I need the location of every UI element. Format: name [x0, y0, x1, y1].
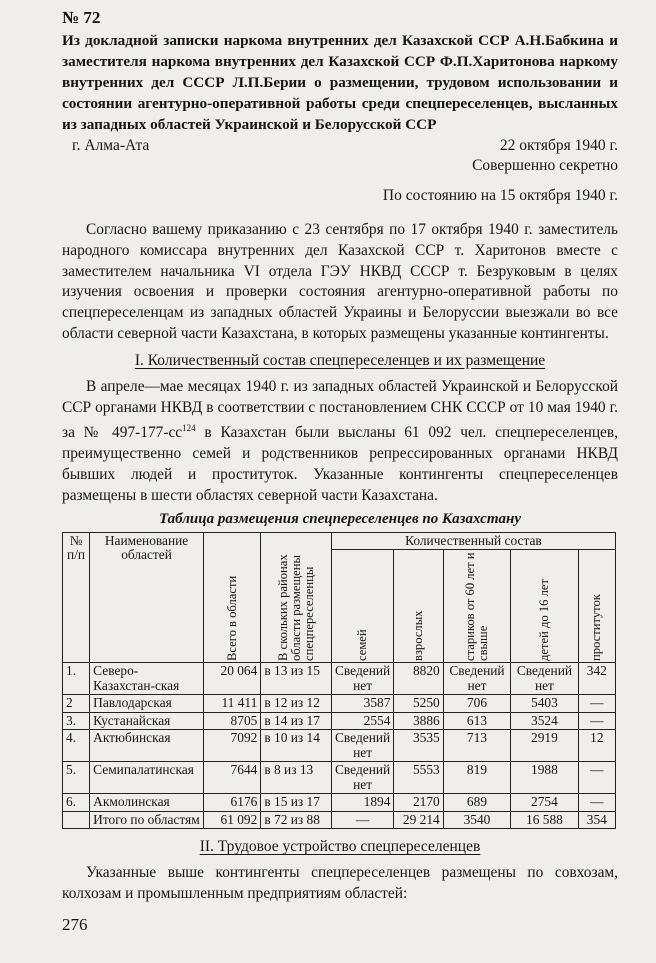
col-prostitutes	[578, 550, 615, 663]
cell-families: 1894	[331, 794, 394, 812]
cell-prostitutes: —	[578, 712, 615, 730]
cell-children: Сведений нет	[511, 663, 578, 695]
cell-num: 4.	[63, 730, 90, 762]
col-children	[511, 550, 578, 663]
paragraph-2-b: в Казахстан были высланы 61 092 чел. спецпереселенцев, преимущественно семей и родственников репрессированных органами НКВД бывших людей и проституток. Указанные контингенты спецпереселенцев размещены в шести областях северной части Казахстана.	[62, 424, 619, 504]
paragraph-1: Согласно вашему приказанию с 23 сентября по 17 октября 1940 г. заместитель народного комиссара внутренних дел Казахской ССР т. Харитонов вместе с заместителем начальника VI отдела ГЭУ НКВД СССР т. Безруковым в целях изучения освоения и проверки состояния агентурно-оперативной работы по спецпереселенцам из западных областей Украины и Белоруссии выезжали во все области северной части Казахстана, в которых размещены указанные контингенты.	[62, 221, 618, 342]
col-total	[203, 532, 260, 663]
cell-districts: в 10 из 14	[261, 730, 331, 762]
table-caption: Таблица размещения спецпереселенцев по Казахстану	[159, 510, 521, 527]
cell-elders: 706	[443, 695, 510, 713]
col-districts-label: В скольких районах области размещены спецпереселенцы	[275, 554, 316, 662]
secrecy-stamp: Совершенно секретно	[472, 157, 618, 174]
cell-elders: 819	[443, 762, 510, 794]
place-date-line	[62, 136, 618, 156]
table-row	[63, 712, 616, 730]
cell-num: 5.	[63, 762, 90, 794]
cell-families: 3587	[331, 695, 394, 713]
cell-name: Итого по областям	[90, 811, 204, 829]
cell-adults: 8820	[394, 663, 443, 695]
cell-prostitutes: —	[578, 794, 615, 812]
col-districts	[261, 532, 331, 663]
col-prostitutes-label: проституток	[589, 594, 604, 662]
section-2-title	[62, 837, 618, 857]
col-num: № п/п	[63, 532, 90, 663]
section-1-text: I. Количественный состав спецпереселенцев и их размещение	[134, 351, 546, 369]
cell-total: 7092	[203, 730, 260, 762]
cell-children: 3524	[511, 712, 578, 730]
document-number: № 72	[62, 8, 101, 27]
col-elders-label: стариков от 60 лет и свыше	[462, 552, 490, 662]
cell-name: Кустанайская	[90, 712, 204, 730]
col-families	[331, 550, 394, 663]
col-families-label: семей	[355, 629, 370, 662]
cell-elders: 689	[443, 794, 510, 812]
col-adults-label: взрослых	[411, 610, 426, 662]
cell-children: 1988	[511, 762, 578, 794]
cell-num	[63, 811, 90, 829]
cell-families: Сведений нет	[331, 663, 394, 695]
cell-children: 5403	[511, 695, 578, 713]
cell-adults: 3535	[394, 730, 443, 762]
section-2-text: II. Трудовое устройство спецпереселенцев	[199, 838, 481, 856]
table-row	[63, 695, 616, 713]
cell-name: Павлодарская	[90, 695, 204, 713]
cell-total: 7644	[203, 762, 260, 794]
cell-prostitutes: —	[578, 762, 615, 794]
section-1-title	[62, 351, 618, 371]
cell-districts: в 72 из 88	[261, 811, 331, 829]
table-row	[63, 730, 616, 762]
page-number: 276	[62, 915, 88, 934]
cell-families: —	[331, 811, 394, 829]
cell-elders: 3540	[443, 811, 510, 829]
paragraph-2	[62, 377, 618, 507]
cell-adults: 29 214	[394, 811, 443, 829]
cell-adults: 5553	[394, 762, 443, 794]
date: 22 октября 1940 г.	[499, 137, 618, 154]
cell-children: 2919	[511, 730, 578, 762]
table-row	[63, 794, 616, 812]
cell-districts: в 13 из 15	[261, 663, 331, 695]
cell-children: 16 588	[511, 811, 578, 829]
cell-name: Акмолинская	[90, 794, 204, 812]
cell-num: 1.	[63, 663, 90, 695]
cell-districts: в 12 из 12	[261, 695, 331, 713]
cell-adults: 2170	[394, 794, 443, 812]
cell-total: 61 092	[203, 811, 260, 829]
col-children-label: детей до 16 лет	[536, 579, 551, 662]
col-elders	[443, 550, 510, 663]
col-adults	[394, 550, 443, 663]
cell-total: 20 064	[203, 663, 260, 695]
place: г. Алма-Ата	[72, 137, 150, 154]
as-of-date: По состоянию на 15 октября 1940 г.	[382, 187, 618, 204]
cell-elders: 713	[443, 730, 510, 762]
cell-families: Сведений нет	[331, 730, 394, 762]
document-page	[62, 8, 618, 905]
footnote-ref: 124	[182, 423, 196, 434]
cell-prostitutes: —	[578, 695, 615, 713]
cell-name: Семипалатинская	[90, 762, 204, 794]
cell-children: 2754	[511, 794, 578, 812]
table-row	[63, 811, 616, 829]
col-total-label: Всего в области	[224, 575, 239, 662]
cell-elders: Сведений нет	[443, 663, 510, 695]
table-row	[63, 663, 616, 695]
cell-num: 6.	[63, 794, 90, 812]
cell-prostitutes: 342	[578, 663, 615, 695]
cell-families: 2554	[331, 712, 394, 730]
cell-families: Сведений нет	[331, 762, 394, 794]
paragraph-3: Указанные выше контингенты спецпереселенцев размещены по совхозам, колхозам и промышленным предприятиям областей:	[62, 864, 618, 902]
cell-districts: в 8 из 13	[261, 762, 331, 794]
cell-districts: в 14 из 17	[261, 712, 331, 730]
cell-total: 6176	[203, 794, 260, 812]
paragraph-2-a: В апреле—мае месяцах 1940 г. из западных областей Украинской и Белорусской ССР органами НКВД в соответствии с постановлением СНК СССР от 10 мая 1940 г. за № 497-177-сс	[62, 377, 618, 442]
resettlement-table	[62, 532, 616, 830]
cell-num: 3.	[63, 712, 90, 730]
cell-adults: 5250	[394, 695, 443, 713]
cell-total: 11 411	[203, 695, 260, 713]
cell-name: Актюбинская	[90, 730, 204, 762]
cell-adults: 3886	[394, 712, 443, 730]
cell-prostitutes: 354	[578, 811, 615, 829]
cell-total: 8705	[203, 712, 260, 730]
cell-num: 2	[63, 695, 90, 713]
document-heading: Из докладной записки наркома внутренних дел Казахской ССР А.Н.Бабкина и заместителя наркома внутренних дел Казахской ССР Ф.П.Харитонова наркому внутренних дел СССР Л.П.Берии о размещении, трудовом использовании и состоянии агентурно-оперативной работы среди спецпереселенцев, высланных из западных областей Украинской и Белорусской ССР	[62, 32, 618, 133]
cell-districts: в 15 из 17	[261, 794, 331, 812]
cell-name: Северо-Казахстан-ская	[90, 663, 204, 695]
cell-prostitutes: 12	[578, 730, 615, 762]
cell-elders: 613	[443, 712, 510, 730]
col-name: Наименование областей	[90, 532, 204, 663]
col-group: Количественный состав	[331, 532, 615, 550]
table-row	[63, 762, 616, 794]
